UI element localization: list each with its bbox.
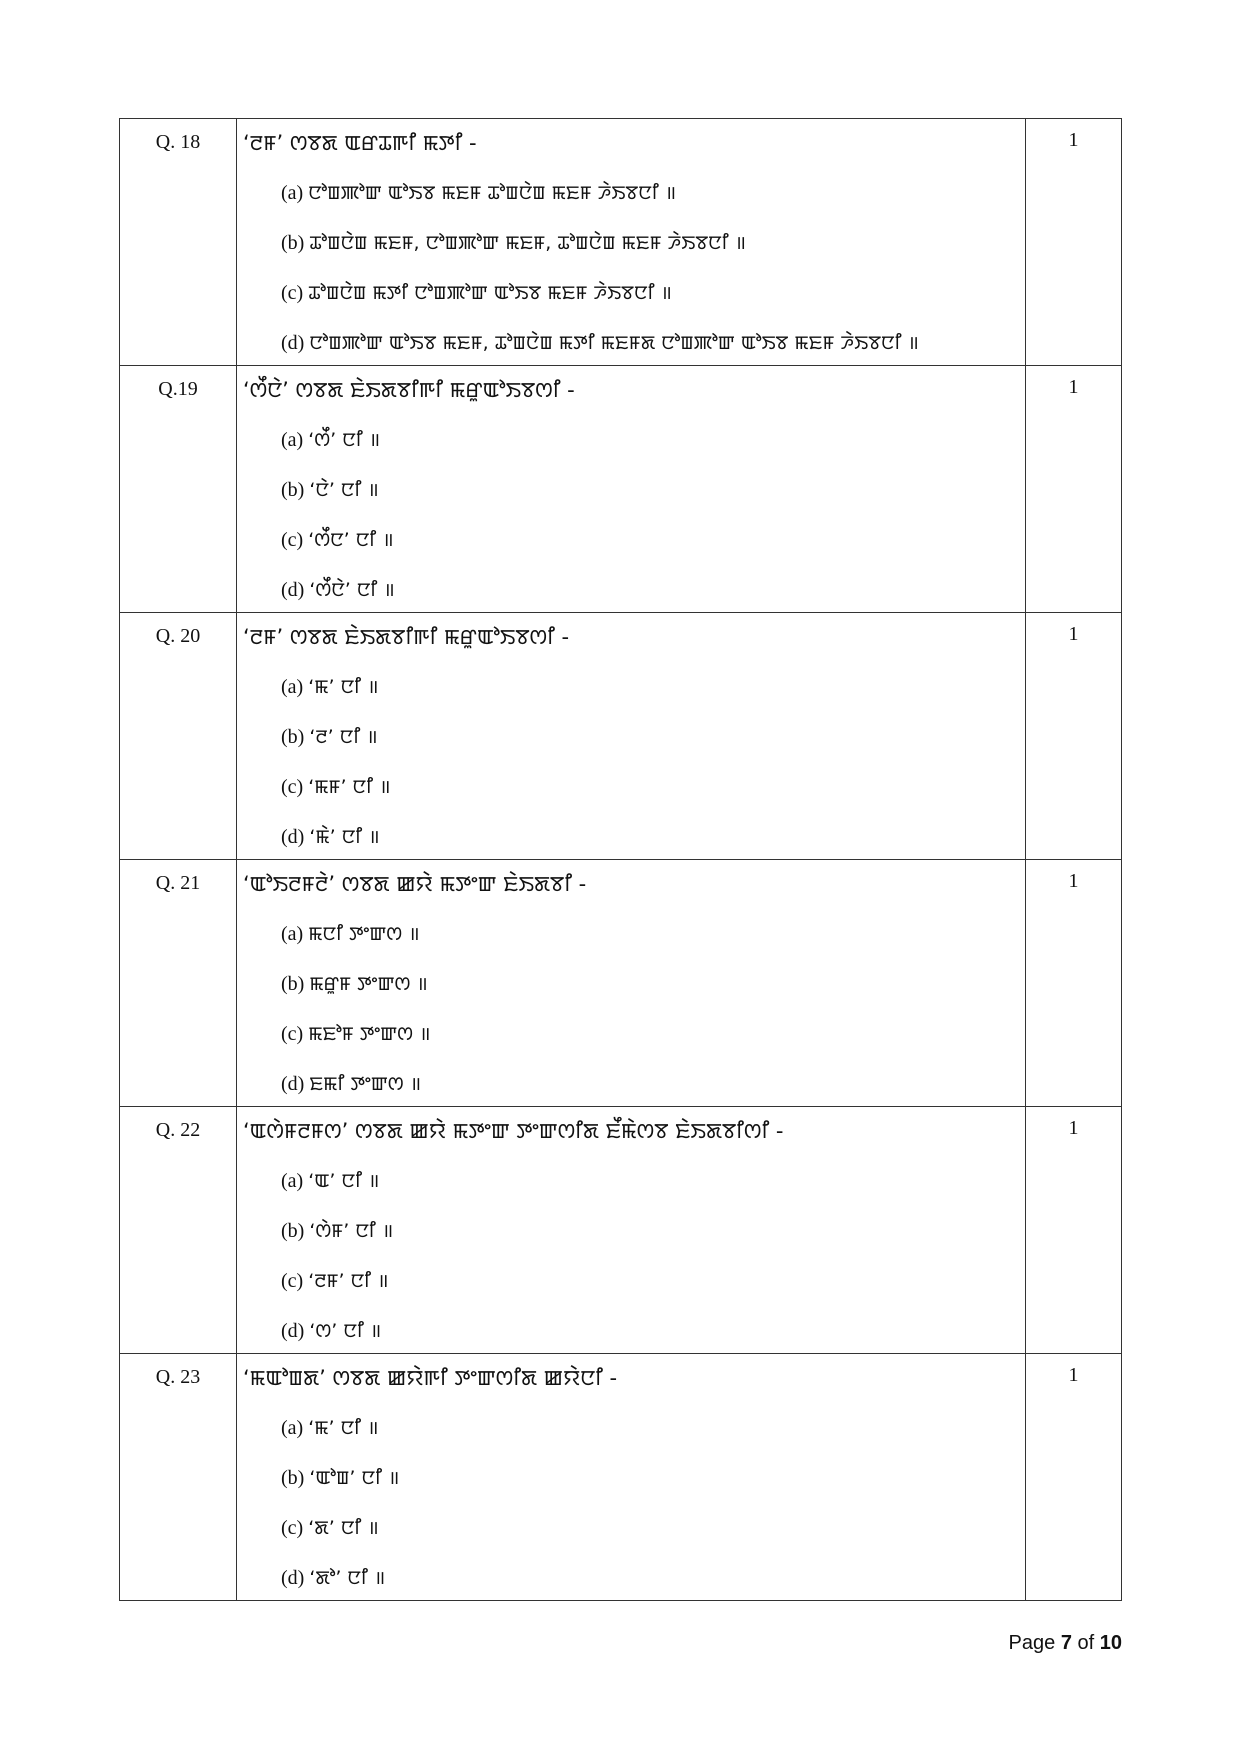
page-footer bbox=[1009, 1632, 1122, 1655]
page-of-word: of bbox=[1077, 1632, 1095, 1654]
answer-option bbox=[243, 970, 1019, 998]
option-label: (b) bbox=[281, 726, 305, 748]
answer-option bbox=[243, 1070, 1019, 1098]
option-label: (c) bbox=[281, 1517, 304, 1539]
option-label: (c) bbox=[281, 282, 304, 304]
option-label: (b) bbox=[281, 479, 305, 501]
option-label: (a) bbox=[281, 429, 304, 451]
option-text: ‘ꯑ’ ꯅꯤ ॥ bbox=[308, 1170, 380, 1192]
option-label: (a) bbox=[281, 676, 304, 698]
answer-option bbox=[243, 1167, 1019, 1195]
answer-option bbox=[243, 1217, 1019, 1245]
question-text: ‘ꯂꯝ’ ꯁꯕꯗ ꯐꯥꯏꯗꯕꯤꯒꯤ ꯃꯔꯨꯑꯣꯏꯕꯁꯤ - bbox=[243, 625, 570, 649]
option-text: ‘ꯁꯩꯅ’ ꯅꯤ ॥ bbox=[308, 529, 394, 551]
option-text: ꯃꯅꯤ ꯇꯦꯛꯁ ॥ bbox=[308, 923, 420, 945]
answer-option bbox=[243, 920, 1019, 948]
option-text: ꯐꯃꯤ ꯇꯦꯛꯁ ॥ bbox=[309, 1073, 422, 1095]
question-marks: 1 bbox=[1026, 119, 1122, 366]
question-number: Q. 18 bbox=[120, 119, 237, 366]
page-current: 7 bbox=[1060, 1632, 1072, 1654]
question-row bbox=[120, 860, 1122, 1107]
question-number: Q. 22 bbox=[120, 1107, 237, 1354]
answer-option bbox=[243, 773, 1019, 801]
option-label: (d) bbox=[281, 332, 305, 354]
answer-option bbox=[243, 329, 1019, 357]
option-label: (c) bbox=[281, 529, 304, 551]
question-row bbox=[120, 1354, 1122, 1601]
question-row bbox=[120, 1107, 1122, 1354]
answer-option bbox=[243, 1564, 1019, 1592]
question-row bbox=[120, 366, 1122, 613]
question-body bbox=[237, 366, 1026, 613]
option-label: (c) bbox=[281, 1270, 304, 1292]
answer-option bbox=[243, 1514, 1019, 1542]
option-text: ‘ꯃ’ ꯅꯤ ॥ bbox=[308, 676, 379, 698]
option-text: ‘ꯃ’ ꯅꯤ ॥ bbox=[308, 1417, 379, 1439]
question-body bbox=[237, 613, 1026, 860]
option-text: ‘ꯁꯩ’ ꯅꯤ ॥ bbox=[308, 429, 381, 451]
option-label: (c) bbox=[281, 776, 304, 798]
option-text: ‘ꯃꯝ’ ꯅꯤ ॥ bbox=[308, 776, 391, 798]
question-text: ‘ꯑꯁꯥꯝꯂꯝꯁ’ ꯁꯕꯗ ꯀꯌꯥ ꯃꯇꯦꯛ ꯇꯦꯛꯁꯤꯗ ꯐꯩꯃꯥꯁꯕ ꯐꯥꯏꯗꯕꯤꯁꯤ - bbox=[243, 1119, 784, 1143]
option-label: (d) bbox=[281, 1320, 305, 1342]
option-label: (b) bbox=[281, 1220, 305, 1242]
question-marks: 1 bbox=[1026, 1354, 1122, 1601]
question-row bbox=[120, 613, 1122, 860]
option-text: ‘ꯁꯩꯅꯥ’ ꯅꯤ ॥ bbox=[309, 579, 395, 601]
option-text: ‘ꯅꯥ’ ꯅꯤ ॥ bbox=[309, 479, 379, 501]
answer-option bbox=[243, 1267, 1019, 1295]
answer-option bbox=[243, 823, 1019, 851]
option-label: (d) bbox=[281, 826, 305, 848]
question-number: Q. 23 bbox=[120, 1354, 237, 1601]
option-text: ꯅꯣꯡꯄꯣꯛ ꯑꯣꯏꯕ ꯃꯐꯝ ꯊꯣꯡꯅꯥꯡ ꯃꯐꯝ ꯍꯥꯏꯕꯅꯤ ॥ bbox=[308, 182, 677, 204]
question-number: Q. 21 bbox=[120, 860, 237, 1107]
question-body bbox=[237, 1107, 1026, 1354]
question-table bbox=[119, 118, 1122, 1601]
question-marks: 1 bbox=[1026, 613, 1122, 860]
option-text: ‘ꯁ’ ꯅꯤ ॥ bbox=[309, 1320, 382, 1342]
question-text: ‘ꯂꯝ’ ꯁꯕꯗ ꯑꯔꯊꯒꯤ ꯃꯇꯤ - bbox=[243, 131, 477, 155]
answer-option bbox=[243, 476, 1019, 504]
option-text: ‘ꯗꯣ’ ꯅꯤ ॥ bbox=[309, 1567, 386, 1589]
question-text: ‘ꯑꯣꯏꯂꯝꯂꯥ’ ꯁꯕꯗ ꯀꯌꯥ ꯃꯇꯦꯛ ꯐꯥꯏꯗꯕꯤ - bbox=[243, 872, 587, 896]
option-label: (d) bbox=[281, 1073, 305, 1095]
option-text: ꯊꯣꯡꯅꯥꯡ ꯃꯐꯝ, ꯅꯣꯡꯄꯣꯛ ꯃꯐꯝ, ꯊꯣꯡꯅꯥꯡ ꯃꯐꯝ ꯍꯥꯏꯕꯅꯤ ॥ bbox=[309, 232, 747, 254]
option-label: (a) bbox=[281, 1417, 304, 1439]
option-text: ꯅꯣꯡꯄꯣꯛ ꯑꯣꯏꯕ ꯃꯐꯝ, ꯊꯣꯡꯅꯥꯡ ꯃꯇꯤ ꯃꯐꯝꯗ ꯅꯣꯡꯄꯣꯛ ꯑꯣꯏꯕ ꯃꯐꯝ ꯍꯥꯏꯕꯅꯤ ॥ bbox=[309, 332, 919, 354]
question-marks: 1 bbox=[1026, 860, 1122, 1107]
question-text: ‘ꯃꯑꯣꯡꯗ’ ꯁꯕꯗ ꯀꯌꯥꯒꯤ ꯇꯦꯛꯁꯤꯗ ꯀꯌꯥꯅꯤ - bbox=[243, 1366, 618, 1390]
answer-option bbox=[243, 426, 1019, 454]
answer-option bbox=[243, 1020, 1019, 1048]
question-number: Q. 20 bbox=[120, 613, 237, 860]
option-text: ‘ꯃꯥ’ ꯅꯤ ॥ bbox=[309, 826, 380, 848]
answer-option bbox=[243, 229, 1019, 257]
option-text: ꯃꯐꯣꯝ ꯇꯦꯛꯁ ॥ bbox=[308, 1023, 431, 1045]
question-number: Q.19 bbox=[120, 366, 237, 613]
option-text: ‘ꯗ’ ꯅꯤ ॥ bbox=[308, 1517, 379, 1539]
option-text: ‘ꯑꯣꯡ’ ꯅꯤ ॥ bbox=[309, 1467, 400, 1489]
option-label: (b) bbox=[281, 973, 305, 995]
option-text: ꯊꯣꯡꯅꯥꯡ ꯃꯇꯤ ꯅꯣꯡꯄꯣꯛ ꯑꯣꯏꯕ ꯃꯐꯝ ꯍꯥꯏꯕꯅꯤ ॥ bbox=[308, 282, 672, 304]
question-rows bbox=[120, 119, 1122, 1601]
option-text: ‘ꯂꯝ’ ꯅꯤ ॥ bbox=[308, 1270, 389, 1292]
option-label: (a) bbox=[281, 182, 304, 204]
option-label: (a) bbox=[281, 1170, 304, 1192]
question-body bbox=[237, 119, 1026, 366]
option-label: (a) bbox=[281, 923, 304, 945]
option-label: (b) bbox=[281, 232, 305, 254]
question-body bbox=[237, 1354, 1026, 1601]
option-text: ꯃꯔꯨꯝ ꯇꯦꯛꯁ ॥ bbox=[309, 973, 428, 995]
answer-option bbox=[243, 179, 1019, 207]
question-row bbox=[120, 119, 1122, 366]
question-marks: 1 bbox=[1026, 1107, 1122, 1354]
page-total: 10 bbox=[1099, 1632, 1122, 1654]
answer-option bbox=[243, 1464, 1019, 1492]
option-text: ‘ꯂ’ ꯅꯤ ॥ bbox=[309, 726, 378, 748]
option-label: (b) bbox=[281, 1467, 305, 1489]
question-body bbox=[237, 860, 1026, 1107]
answer-option bbox=[243, 526, 1019, 554]
option-text: ‘ꯁꯥꯝ’ ꯅꯤ ॥ bbox=[309, 1220, 394, 1242]
question-text: ‘ꯁꯩꯅꯥ’ ꯁꯕꯗ ꯐꯥꯏꯗꯕꯤꯒꯤ ꯃꯔꯨꯑꯣꯏꯕꯁꯤ - bbox=[243, 378, 575, 402]
option-label: (d) bbox=[281, 579, 305, 601]
answer-option bbox=[243, 1317, 1019, 1345]
option-label: (c) bbox=[281, 1023, 304, 1045]
answer-option bbox=[243, 1414, 1019, 1442]
option-label: (d) bbox=[281, 1567, 305, 1589]
answer-option bbox=[243, 576, 1019, 604]
answer-option bbox=[243, 723, 1019, 751]
answer-option bbox=[243, 279, 1019, 307]
answer-option bbox=[243, 673, 1019, 701]
question-marks: 1 bbox=[1026, 366, 1122, 613]
page-word: Page bbox=[1008, 1632, 1056, 1654]
